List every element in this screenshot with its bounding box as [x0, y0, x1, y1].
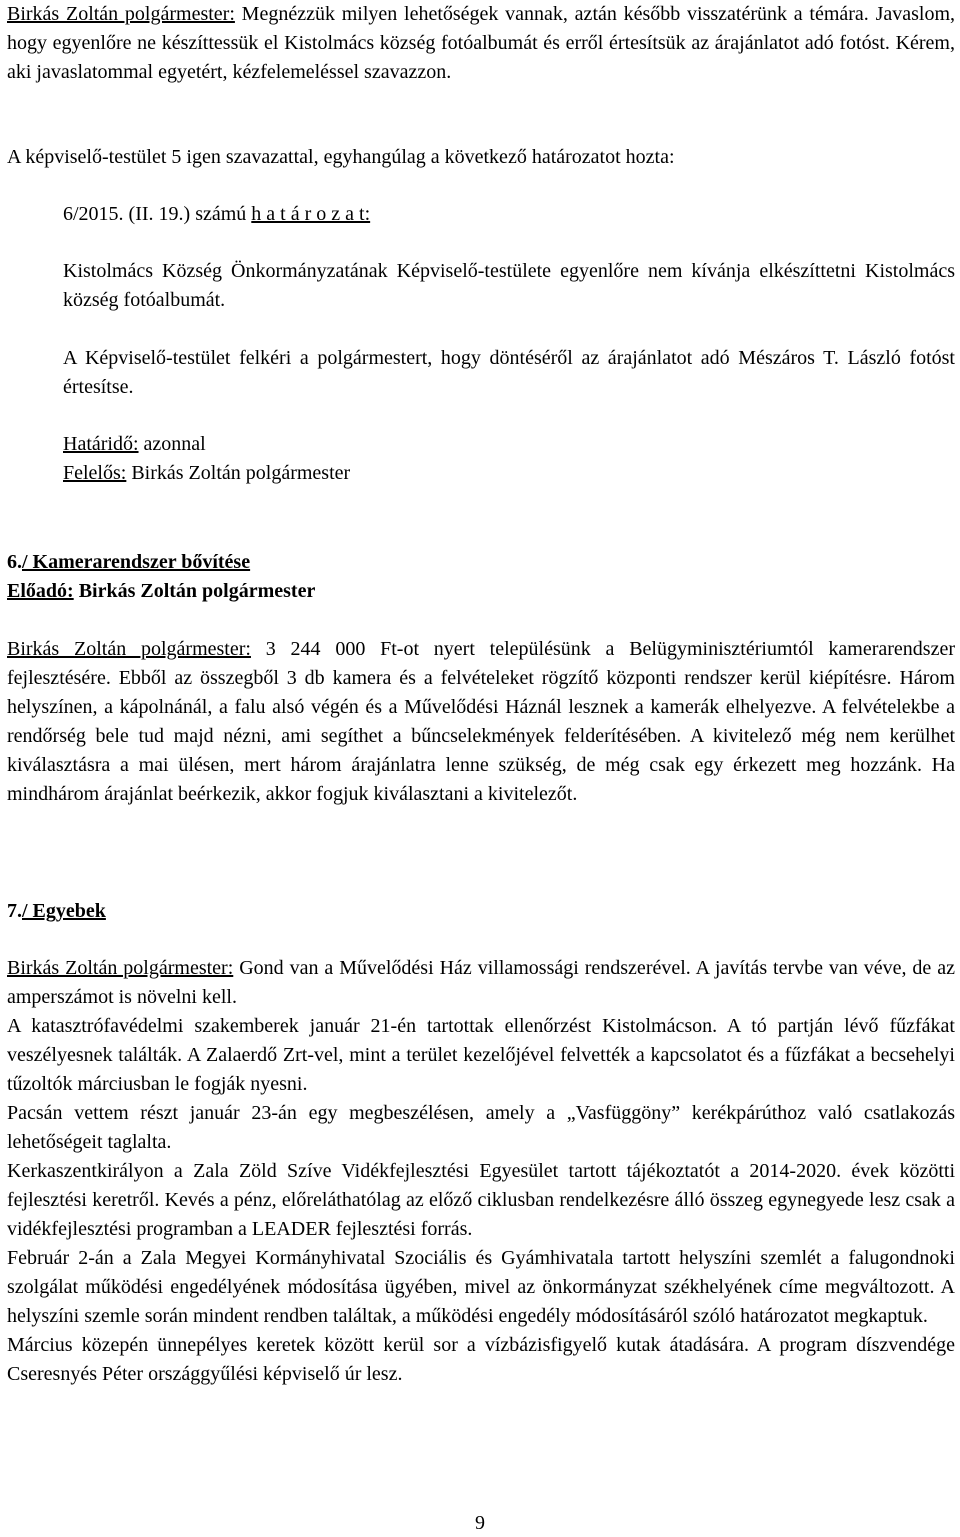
- deadline-label: Határidő:: [63, 433, 139, 455]
- resolution-number: 6/2015. (II. 19.) számú: [63, 203, 252, 225]
- speech-text: Gond van a Művelődési Ház villamossági rendszerével. A javítás tervbe van véve, de az amperszámot is növelni kell.: [7, 957, 956, 1008]
- section-number: 6.: [7, 551, 22, 573]
- section-6-heading: [7, 548, 955, 577]
- section-6-speech: [7, 635, 955, 809]
- speech-text: 3 244 000 Ft-ot nyert településünk a Belügyminisztériumtól kamerarendszer fejlesztésére. Ebből az összegből 3 db kamera és a felvételeket rögzítő központi rendszer kerül kiépítésre. Három helyszínen, a kápolnánál, a falu alsó végén és a Művelődési Háznál lesznek a kamerák elhelyezve. A felvételekbe a rendőrség bele tud majd nézni, ami segíthet a bűncselekmények felderítésében. A kivitelező még nem kerülhet kiválasztásra a mai ülésen, mert három árajánlatra lenne szükség, de még csak egy érkezett meg hozzánk. Ha mindhárom árajánlat beérkezik, akkor fogjuk kiválasztani a kivitelezőt.: [7, 638, 955, 805]
- resolution-text: Kistolmács Község Önkormányzatának Képviselő-testülete egyenlőre nem kívánja elkészíttetni Kistolmács község fotóalbumát.: [63, 260, 955, 311]
- paragraph-mayor-photo-album: [7, 0, 955, 87]
- section-number: 7.: [7, 900, 22, 922]
- section-7-paragraph-1: [7, 954, 955, 1012]
- resolution-body-2: [7, 344, 955, 402]
- section-7-paragraph-5: Február 2-án a Zala Megyei Kormányhivatal Szociális és Gyámhivatala tartott helyszíni szemlét a falugondnoki szolgálat működési engedélyének módosítása ügyében, mivel az önkormányzat székhelyének címe megváltozott. A helyszíni szemle során mindent rendben találtak, a működési engedély módosításáról szóló határozatot megkaptuk.: [7, 1247, 955, 1327]
- resolution-word: h a t á r o z a t:: [251, 203, 371, 225]
- responsible-label: Felelős:: [63, 462, 127, 484]
- section-7-paragraph-3: Pacsán vettem részt január 23-án egy megbeszélésen, amely a „Vasfüggöny” kerékpárúthoz való csatlakozás lehetőségeit taglalta.: [7, 1102, 955, 1153]
- deadline-value: azonnal: [138, 433, 206, 455]
- resolution-heading: [7, 200, 955, 229]
- resolution-body-1: [7, 257, 955, 315]
- vote-result: A képviselő-testület 5 igen szavazattal, egyhangúlag a következő határozatot hozta:: [7, 146, 675, 168]
- section-7-body: [7, 954, 955, 1389]
- responsible-value: Birkás Zoltán polgármester: [126, 462, 351, 484]
- speech-text: Megnézzük milyen lehetőségek vannak, aztán később visszatérünk a témára. Javaslom, hogy egyenlőre ne készíttessük el Kistolmács község fotóalbumát és erről értesítsük az árajánlatot adó fotóst. Kérem, aki javaslatommal egyetért, kézfelemeléssel szavazzon.: [7, 3, 956, 83]
- presenter-label: Előadó:: [7, 580, 74, 602]
- resolution-responsible: [7, 459, 955, 488]
- page-number: 9: [475, 1512, 485, 1534]
- speaker-label: Birkás Zoltán polgármester:: [7, 638, 251, 660]
- section-title: / Kamerarendszer bővítése: [22, 551, 251, 573]
- section-title: / Egyebek: [22, 900, 106, 922]
- resolution-deadline: [7, 430, 955, 459]
- section-7-heading: [7, 897, 955, 926]
- resolution-text: A Képviselő-testület felkéri a polgármestert, hogy döntéséről az árajánlatot adó Mészáros T. László fotóst értesítse.: [63, 347, 955, 398]
- presenter-value: Birkás Zoltán polgármester: [73, 580, 316, 602]
- section-7-paragraph-4: Kerkaszentkirályon a Zala Zöld Szíve Vidékfejlesztési Egyesület tartott tájékoztatót a 2014-2020. évek közötti fejlesztési keretről. Kevés a pénz, előreláthatólag az előző ciklusban rendelkezésre álló összeg egynegyede lesz csak a vidékfejlesztési programban a LEADER fejlesztési forrás.: [7, 1160, 955, 1240]
- section-6-presenter: [7, 577, 955, 606]
- speaker-label: Birkás Zoltán polgármester:: [7, 3, 235, 25]
- speaker-label: Birkás Zoltán polgármester:: [7, 957, 234, 979]
- section-7-paragraph-2: A katasztrófavédelmi szakemberek január 21-én tartottak ellenőrzést Kistolmácson. A tó partján lévő fűzfákat veszélyesnek találták. A Zalaerdő Zrt-vel, mint a terület kezelőjével felvették a kapcsolatot és a fűzfákat a becsehelyi tűzoltók márciusban le fogják nyesni.: [7, 1015, 955, 1095]
- section-7-paragraph-6: Március közepén ünnepélyes keretek között kerül sor a vízbázisfigyelő kutak átadására. A program díszvendége Cseresnyés Péter országgyűlési képviselő úr lesz.: [7, 1334, 955, 1385]
